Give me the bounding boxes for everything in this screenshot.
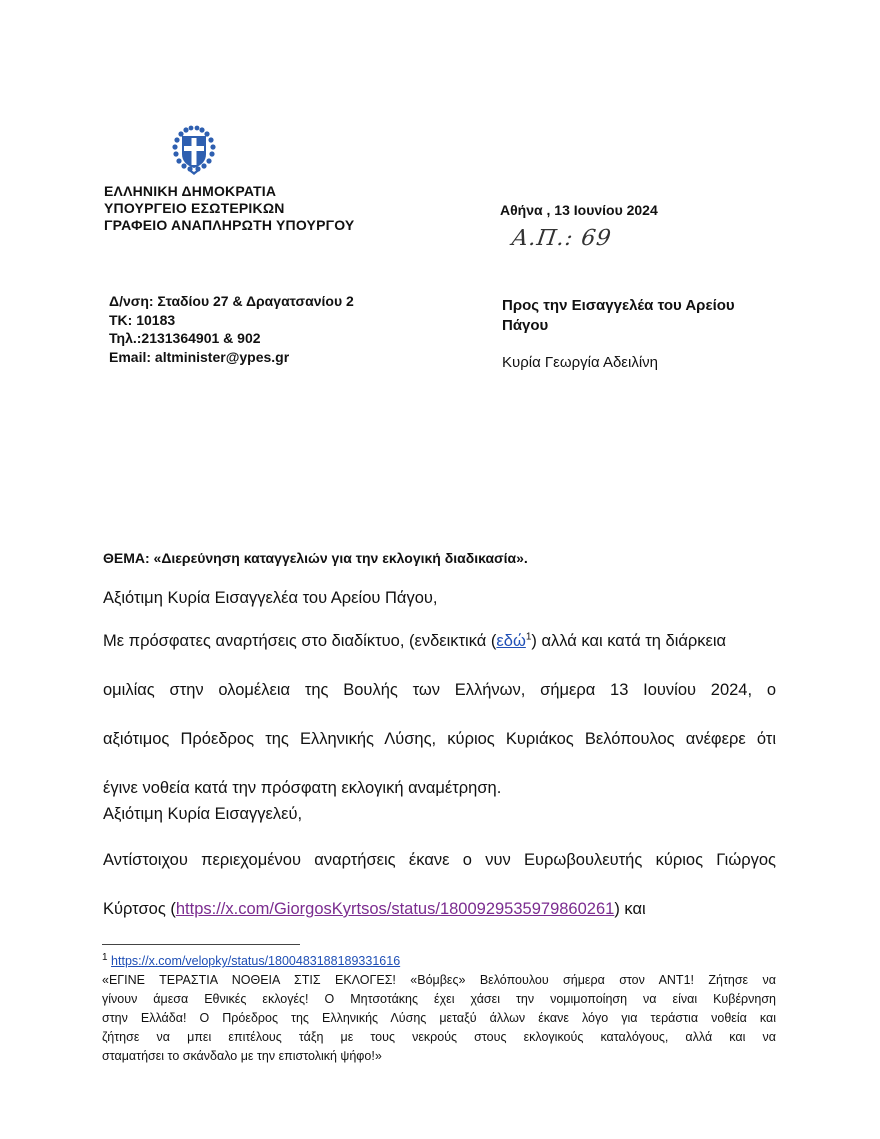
contact-address: Δ/νση: Σταδίου 27 & Δραγατσανίου 2 [109, 293, 354, 309]
footnote-quote-line-3: στην Ελλάδα! Ο Πρόεδρος της Ελληνικής Λύσης μεταξύ άλλων έκανε λόγο για τεράστια νοθεία και [102, 1011, 776, 1025]
footnote-source-link[interactable]: https://x.com/velopky/status/1800483188189331616 [111, 954, 401, 968]
salutation-prosecutor: Αξιότιμη Κυρία Εισαγγελέα του Αρείου Πάγου, [103, 589, 438, 607]
protocol-number: Α.Π.: 69 [510, 226, 614, 251]
contact-email: Email: altminister@ypes.gr [109, 348, 290, 365]
footnote-separator [102, 944, 300, 945]
paragraph-2-line-1: Αντίστοιχου περιεχομένου αναρτήσεις έκανε ο νυν Ευρωβουλευτής κύριος Γιώργος [103, 851, 776, 869]
footnote-number: 1 [102, 951, 108, 963]
recipient-line-2: Πάγου [502, 317, 549, 334]
header-country: ΕΛΛΗΝΙΚΗ ΔΗΜΟΚΡΑΤΙΑ [104, 183, 277, 199]
letter-date: Αθήνα , 13 Ιουνίου 2024 [500, 202, 658, 218]
paragraph-1-line-1: Με πρόσφατες αναρτήσεις στο διαδίκτυο, (ενδεικτικά (εδώ$^1$) αλλά και κατά τη διάρκεια [103, 631, 727, 650]
salutation-second: Αξιότιμη Κυρία Εισαγγελεύ, [103, 805, 303, 823]
subject-line: ΘΕΜΑ: «Διερεύνηση καταγγελιών για την εκλογική διαδικασία». [103, 550, 528, 566]
paragraph-2-line-2 [103, 898, 776, 920]
footnote-quote-line-1: «ΕΓΙΝΕ ΤΕΡΑΣΤΙΑ ΝΟΘΕΙΑ ΣΤΙΣ ΕΚΛΟΓΕΣ! «Βόμβες» Βελόπουλου σήμερα στον ΑΝΤ1! Ζήτησε να [102, 973, 776, 987]
paragraph-2-text-end: ) και [614, 900, 646, 918]
paragraph-2-text-start: Κύρτσος ( [103, 900, 176, 918]
paragraph-1-line-3: αξιότιμος Πρόεδρος της Ελληνικής Λύσης, κύριος Κυριάκος Βελόπουλος ανέφερε ότι [103, 730, 776, 748]
paragraph-1-line-2: ομιλίας στην ολομέλεια της Βουλής των Ελλήνων, σήμερα 13 Ιουνίου 2024, ο [103, 681, 776, 699]
paragraph-1 [103, 630, 776, 799]
footnote-quote-line-5: σταματήσει το σκάνδαλο με την επιστολική ψήφο!» [102, 1049, 382, 1063]
footnote-ref-1[interactable]: 1 [525, 631, 532, 643]
footnote-quote-line-4: ζήτησε να μπει επιτέλους τάξη με τους νεκρούς στους εκλογικούς καταλόγους, αλλά και να [102, 1030, 776, 1044]
footnote-quote-line-2: γίνουν άμεσα Εθνικές εκλογές! Ο Μητσοτάκης έχει χάσει την νομιμοποίηση να είναι Κυβέρνηση [102, 992, 776, 1006]
footnote-source-line [102, 952, 776, 971]
greek-coat-of-arms-icon [171, 124, 217, 176]
source-link-edo[interactable]: εδώ [496, 632, 526, 650]
footnote-1 [102, 952, 776, 1066]
paragraph-2 [103, 849, 776, 920]
paragraph-1-line-4: έγινε νοθεία κατά την πρόσφατη εκλογική αναμέτρηση. [103, 779, 502, 797]
recipient-name: Κυρία Γεωργία Αδειλίνη [502, 354, 658, 371]
kyrtsos-post-link[interactable]: https://x.com/GiorgosKyrtsos/status/1800929535979860261 [175, 900, 615, 918]
paragraph-1-text-start: Με πρόσφατες αναρτήσεις στο διαδίκτυο, (ενδεικτικά [103, 632, 487, 650]
header-office: ΓΡΑΦΕΙΟ ΑΝΑΠΛΗΡΩΤΗ ΥΠΟΥΡΓΟΥ [104, 217, 355, 233]
recipient-line-1: Προς την Εισαγγελέα του Αρείου [502, 297, 735, 314]
paragraph-1-text-end: ) αλλά και κατά τη διάρκεια [531, 632, 727, 650]
contact-phone: Τηλ.:2131364901 & 902 [109, 330, 261, 346]
header-ministry: ΥΠΟΥΡΓΕΙΟ ΕΣΩΤΕΡΙΚΩΝ [104, 200, 285, 216]
letterhead [104, 183, 354, 234]
contact-block [109, 292, 354, 366]
recipient-block [502, 296, 802, 336]
contact-postal-code: ΤΚ: 10183 [109, 311, 176, 328]
